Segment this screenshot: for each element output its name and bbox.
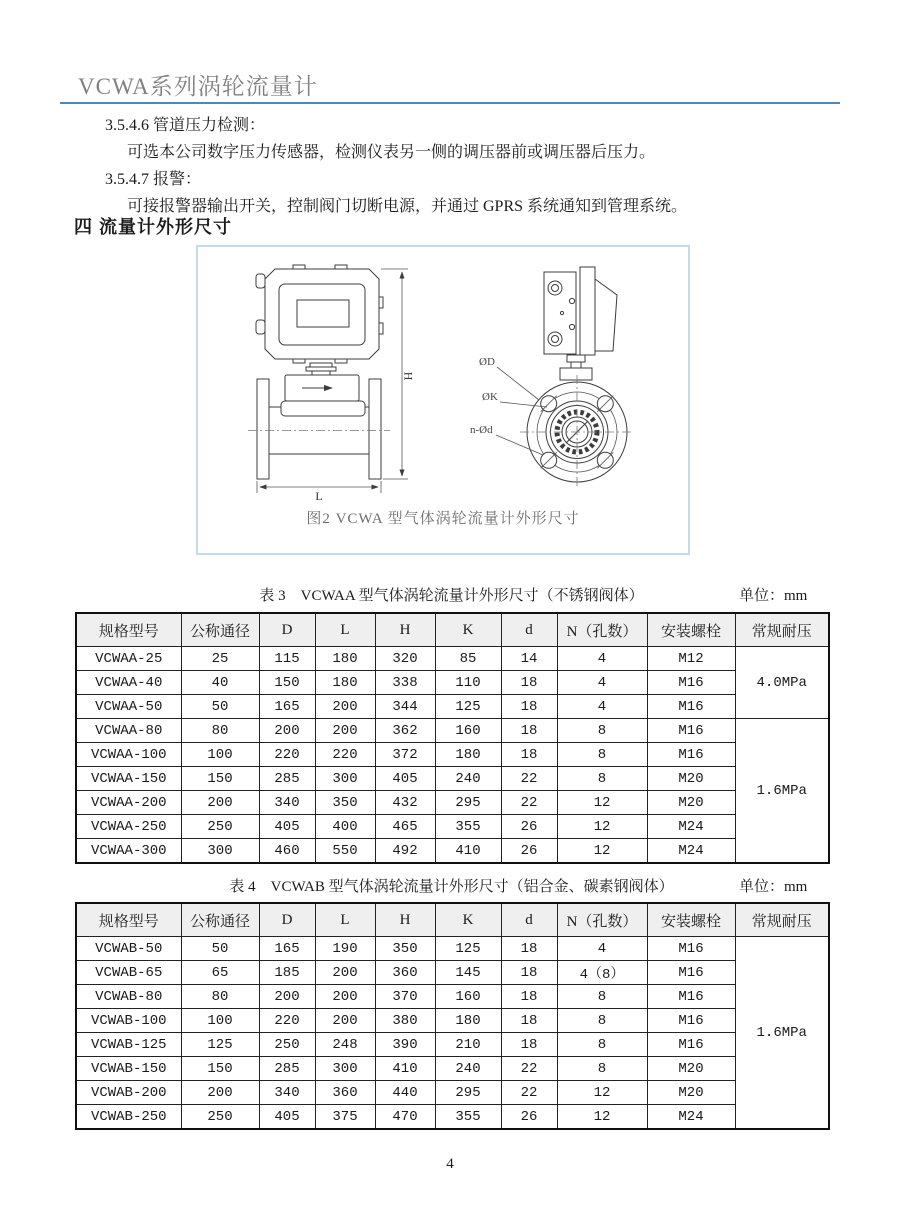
table-cell: 22 bbox=[501, 767, 557, 791]
table-cell: 250 bbox=[259, 1033, 315, 1057]
table-cell: 550 bbox=[315, 839, 375, 864]
table-cell: 344 bbox=[375, 695, 435, 719]
table-cell: 250 bbox=[181, 815, 259, 839]
table-cell: 50 bbox=[181, 695, 259, 719]
table-cell: 200 bbox=[259, 985, 315, 1009]
table-header-cell: L bbox=[315, 903, 375, 937]
table-cell: VCWAB-125 bbox=[76, 1033, 181, 1057]
table-header-cell: d bbox=[501, 903, 557, 937]
table-cell: 360 bbox=[315, 1081, 375, 1105]
table-header-cell: L bbox=[315, 613, 375, 647]
table-row bbox=[76, 1009, 829, 1033]
table-cell: 12 bbox=[557, 1105, 647, 1130]
table-cell: 220 bbox=[259, 743, 315, 767]
table-row bbox=[76, 1057, 829, 1081]
table-header-cell: K bbox=[435, 613, 501, 647]
table-header-row bbox=[76, 613, 829, 647]
paragraph-heading-3546: 3.5.4.6 管道压力检测： bbox=[105, 117, 266, 134]
table-cell: 4 bbox=[557, 937, 647, 961]
table-cell: 240 bbox=[435, 1057, 501, 1081]
table-cell: 110 bbox=[435, 671, 501, 695]
table-cell: 200 bbox=[315, 695, 375, 719]
table-header-cell: H bbox=[375, 903, 435, 937]
table-cell: M20 bbox=[647, 1081, 735, 1105]
label-bolt-holes: n-Ød bbox=[470, 424, 493, 436]
table-cell: 185 bbox=[259, 961, 315, 985]
table-cell: 210 bbox=[435, 1033, 501, 1057]
document-header-title: VCWA系列涡轮流量计 bbox=[78, 74, 318, 99]
page-number: 4 bbox=[446, 1156, 454, 1172]
table-cell: M16 bbox=[647, 695, 735, 719]
table3-title: 表 3 VCWAA 型气体涡轮流量计外形尺寸（不锈钢阀体） bbox=[259, 588, 644, 604]
table-cell: 80 bbox=[181, 985, 259, 1009]
table3-unit: 单位：mm bbox=[739, 588, 808, 604]
table-header-cell: N（孔数） bbox=[557, 903, 647, 937]
table-cell: 190 bbox=[315, 937, 375, 961]
table-cell: 150 bbox=[181, 767, 259, 791]
table-cell: 220 bbox=[315, 743, 375, 767]
table-cell: 405 bbox=[259, 815, 315, 839]
table-cell: 470 bbox=[375, 1105, 435, 1130]
table-cell: 200 bbox=[181, 1081, 259, 1105]
table-cell: 8 bbox=[557, 985, 647, 1009]
table-cell: 375 bbox=[315, 1105, 375, 1130]
table-cell: 180 bbox=[435, 1009, 501, 1033]
table-row bbox=[76, 1105, 829, 1130]
table-cell: 18 bbox=[501, 1009, 557, 1033]
table-cell: 18 bbox=[501, 743, 557, 767]
table-cell: 100 bbox=[181, 743, 259, 767]
table-cell: 372 bbox=[375, 743, 435, 767]
table-header-cell: 安装螺栓 bbox=[647, 613, 735, 647]
table-cell: 22 bbox=[501, 1081, 557, 1105]
table-cell: 380 bbox=[375, 1009, 435, 1033]
table-cell: VCWAB-50 bbox=[76, 937, 181, 961]
pressure-rating-cell: 1.6MPa bbox=[735, 937, 829, 1130]
table-cell: 80 bbox=[181, 719, 259, 743]
table-row bbox=[76, 695, 829, 719]
table-cell: 180 bbox=[315, 647, 375, 671]
table-cell: 355 bbox=[435, 1105, 501, 1130]
table-header-row bbox=[76, 903, 829, 937]
table-cell: 350 bbox=[375, 937, 435, 961]
table-header-cell: H bbox=[375, 613, 435, 647]
table-cell: 338 bbox=[375, 671, 435, 695]
table-row bbox=[76, 791, 829, 815]
table-cell: 350 bbox=[315, 791, 375, 815]
table-cell: 145 bbox=[435, 961, 501, 985]
table-header-cell: N（孔数） bbox=[557, 613, 647, 647]
table-cell: 300 bbox=[315, 1057, 375, 1081]
table-cell: 125 bbox=[181, 1033, 259, 1057]
table-row bbox=[76, 815, 829, 839]
table-header-cell: D bbox=[259, 903, 315, 937]
table-cell: VCWAB-100 bbox=[76, 1009, 181, 1033]
table-cell: VCWAA-200 bbox=[76, 791, 181, 815]
table-cell: M16 bbox=[647, 985, 735, 1009]
table-header-cell: 常规耐压 bbox=[735, 903, 829, 937]
table-cell: 18 bbox=[501, 985, 557, 1009]
table-cell: 300 bbox=[181, 839, 259, 864]
table-cell: 8 bbox=[557, 1009, 647, 1033]
table-cell: VCWAA-50 bbox=[76, 695, 181, 719]
table-cell: M16 bbox=[647, 719, 735, 743]
table-header-cell: d bbox=[501, 613, 557, 647]
table-cell: 160 bbox=[435, 719, 501, 743]
table-cell: 4（8） bbox=[557, 961, 647, 985]
table-cell: 405 bbox=[375, 767, 435, 791]
table-cell: 100 bbox=[181, 1009, 259, 1033]
table-cell: 200 bbox=[315, 1009, 375, 1033]
table-cell: M20 bbox=[647, 791, 735, 815]
table-cell: M16 bbox=[647, 1033, 735, 1057]
table-cell: M24 bbox=[647, 815, 735, 839]
table-cell: 12 bbox=[557, 791, 647, 815]
table-row bbox=[76, 985, 829, 1009]
table-cell: 22 bbox=[501, 791, 557, 815]
table-cell: VCWAB-150 bbox=[76, 1057, 181, 1081]
table-cell: 65 bbox=[181, 961, 259, 985]
table-header-cell: 公称通径 bbox=[181, 903, 259, 937]
table-cell: 360 bbox=[375, 961, 435, 985]
table-cell: M16 bbox=[647, 671, 735, 695]
table-cell: 26 bbox=[501, 1105, 557, 1130]
table-header-cell: 规格型号 bbox=[76, 613, 181, 647]
table4-title: 表 4 VCWAB 型气体涡轮流量计外形尺寸（铝合金、碳素钢阀体） bbox=[229, 879, 674, 895]
table-cell: 180 bbox=[315, 671, 375, 695]
dim-label-height: H bbox=[401, 371, 415, 381]
table-cell: 440 bbox=[375, 1081, 435, 1105]
table-cell: VCWAA-300 bbox=[76, 839, 181, 864]
table-cell: 165 bbox=[259, 695, 315, 719]
table-cell: VCWAB-65 bbox=[76, 961, 181, 985]
pressure-rating-cell: 4.0MPa bbox=[735, 647, 829, 719]
table-cell: 18 bbox=[501, 1033, 557, 1057]
table-row bbox=[76, 719, 829, 743]
table-cell: 18 bbox=[501, 719, 557, 743]
table-vcwab-dimensions bbox=[75, 902, 830, 1130]
table-cell: 405 bbox=[259, 1105, 315, 1130]
table-cell: VCWAA-250 bbox=[76, 815, 181, 839]
table-cell: 200 bbox=[315, 985, 375, 1009]
table-cell: M20 bbox=[647, 1057, 735, 1081]
table-cell: 4 bbox=[557, 695, 647, 719]
table-cell: 25 bbox=[181, 647, 259, 671]
table-cell: 8 bbox=[557, 719, 647, 743]
table-cell: 12 bbox=[557, 815, 647, 839]
table-cell: M24 bbox=[647, 1105, 735, 1130]
table-cell: 125 bbox=[435, 695, 501, 719]
table-cell: VCWAA-80 bbox=[76, 719, 181, 743]
table-row bbox=[76, 937, 829, 961]
table4-unit: 单位：mm bbox=[739, 879, 808, 895]
table-cell: M16 bbox=[647, 961, 735, 985]
table-row bbox=[76, 671, 829, 695]
table-cell: M16 bbox=[647, 743, 735, 767]
table-cell: 150 bbox=[181, 1057, 259, 1081]
header-divider-line bbox=[60, 102, 840, 104]
table-header-cell: 常规耐压 bbox=[735, 613, 829, 647]
dim-label-length: L bbox=[315, 489, 323, 503]
label-bolt-circle: ØK bbox=[482, 391, 498, 403]
table-cell: 4 bbox=[557, 671, 647, 695]
paragraph-body-3547: 可接报警器输出开关，控制阀门切断电源，并通过 GPRS 系统通知到管理系统。 bbox=[127, 198, 688, 215]
table-cell: 12 bbox=[557, 839, 647, 864]
figure-caption: 图2 VCWA 型气体涡轮流量计外形尺寸 bbox=[306, 511, 580, 527]
table-cell: 12 bbox=[557, 1081, 647, 1105]
table-cell: 85 bbox=[435, 647, 501, 671]
table-cell: M16 bbox=[647, 937, 735, 961]
table-row bbox=[76, 839, 829, 864]
table-row bbox=[76, 647, 829, 671]
section-heading-4: 四 流量计外形尺寸 bbox=[74, 217, 233, 237]
table-row bbox=[76, 767, 829, 791]
table-cell: 165 bbox=[259, 937, 315, 961]
table-cell: 250 bbox=[181, 1105, 259, 1130]
table-cell: 26 bbox=[501, 839, 557, 864]
table-cell: 355 bbox=[435, 815, 501, 839]
table-cell: 26 bbox=[501, 815, 557, 839]
paragraph-body-3546: 可选本公司数字压力传感器，检测仪表另一侧的调压器前或调压器后压力。 bbox=[127, 144, 656, 161]
table-cell: 340 bbox=[259, 1081, 315, 1105]
table-cell: VCWAA-40 bbox=[76, 671, 181, 695]
table-cell: 465 bbox=[375, 815, 435, 839]
table-cell: 248 bbox=[315, 1033, 375, 1057]
table-header-cell: 公称通径 bbox=[181, 613, 259, 647]
table-cell: VCWAA-25 bbox=[76, 647, 181, 671]
table-row bbox=[76, 743, 829, 767]
table-cell: 400 bbox=[315, 815, 375, 839]
table-row bbox=[76, 961, 829, 985]
table-cell: 150 bbox=[259, 671, 315, 695]
table-header-cell: K bbox=[435, 903, 501, 937]
table-cell: 410 bbox=[375, 1057, 435, 1081]
table-header-cell: 规格型号 bbox=[76, 903, 181, 937]
table-cell: VCWAB-80 bbox=[76, 985, 181, 1009]
table-cell: 22 bbox=[501, 1057, 557, 1081]
table-cell: 362 bbox=[375, 719, 435, 743]
table-cell: 285 bbox=[259, 1057, 315, 1081]
table-cell: 492 bbox=[375, 839, 435, 864]
table-cell: 460 bbox=[259, 839, 315, 864]
table-cell: 50 bbox=[181, 937, 259, 961]
table-cell: 4 bbox=[557, 647, 647, 671]
table-cell: M24 bbox=[647, 839, 735, 864]
table-cell: 160 bbox=[435, 985, 501, 1009]
table-header-cell: 安装螺栓 bbox=[647, 903, 735, 937]
paragraph-heading-3547: 3.5.4.7 报警： bbox=[105, 171, 202, 188]
table-cell: 8 bbox=[557, 743, 647, 767]
table-cell: 40 bbox=[181, 671, 259, 695]
table-cell: 240 bbox=[435, 767, 501, 791]
table-cell: 295 bbox=[435, 1081, 501, 1105]
table-cell: 200 bbox=[181, 791, 259, 815]
pressure-rating-cell: 1.6MPa bbox=[735, 719, 829, 864]
table-cell: 390 bbox=[375, 1033, 435, 1057]
table-cell: 14 bbox=[501, 647, 557, 671]
table-cell: VCWAB-250 bbox=[76, 1105, 181, 1130]
table-row bbox=[76, 1081, 829, 1105]
table-cell: 8 bbox=[557, 1057, 647, 1081]
table-cell: 285 bbox=[259, 767, 315, 791]
table-cell: 370 bbox=[375, 985, 435, 1009]
table-vcwaa-dimensions bbox=[75, 612, 830, 864]
label-outer-diameter: ØD bbox=[479, 356, 495, 368]
table-cell: VCWAA-100 bbox=[76, 743, 181, 767]
table-cell: 200 bbox=[315, 961, 375, 985]
table-cell: 180 bbox=[435, 743, 501, 767]
table-cell: VCWAB-200 bbox=[76, 1081, 181, 1105]
table-cell: M20 bbox=[647, 767, 735, 791]
table-cell: 220 bbox=[259, 1009, 315, 1033]
table-cell: 300 bbox=[315, 767, 375, 791]
table-cell: 295 bbox=[435, 791, 501, 815]
table-cell: 432 bbox=[375, 791, 435, 815]
table-cell: M16 bbox=[647, 1009, 735, 1033]
figure-box bbox=[196, 245, 690, 555]
table-cell: 340 bbox=[259, 791, 315, 815]
table-cell: M12 bbox=[647, 647, 735, 671]
table-cell: 115 bbox=[259, 647, 315, 671]
table-cell: 18 bbox=[501, 961, 557, 985]
table-cell: 125 bbox=[435, 937, 501, 961]
table-cell: 410 bbox=[435, 839, 501, 864]
table-cell: 18 bbox=[501, 937, 557, 961]
table-cell: 18 bbox=[501, 671, 557, 695]
table-cell: 8 bbox=[557, 767, 647, 791]
table-cell: 200 bbox=[259, 719, 315, 743]
table-header-cell: D bbox=[259, 613, 315, 647]
table-cell: 320 bbox=[375, 647, 435, 671]
table-cell: 8 bbox=[557, 1033, 647, 1057]
flow-meter-technical-drawing bbox=[198, 247, 688, 503]
table-row bbox=[76, 1033, 829, 1057]
table-cell: 200 bbox=[315, 719, 375, 743]
table-cell: VCWAA-150 bbox=[76, 767, 181, 791]
table-cell: 18 bbox=[501, 695, 557, 719]
